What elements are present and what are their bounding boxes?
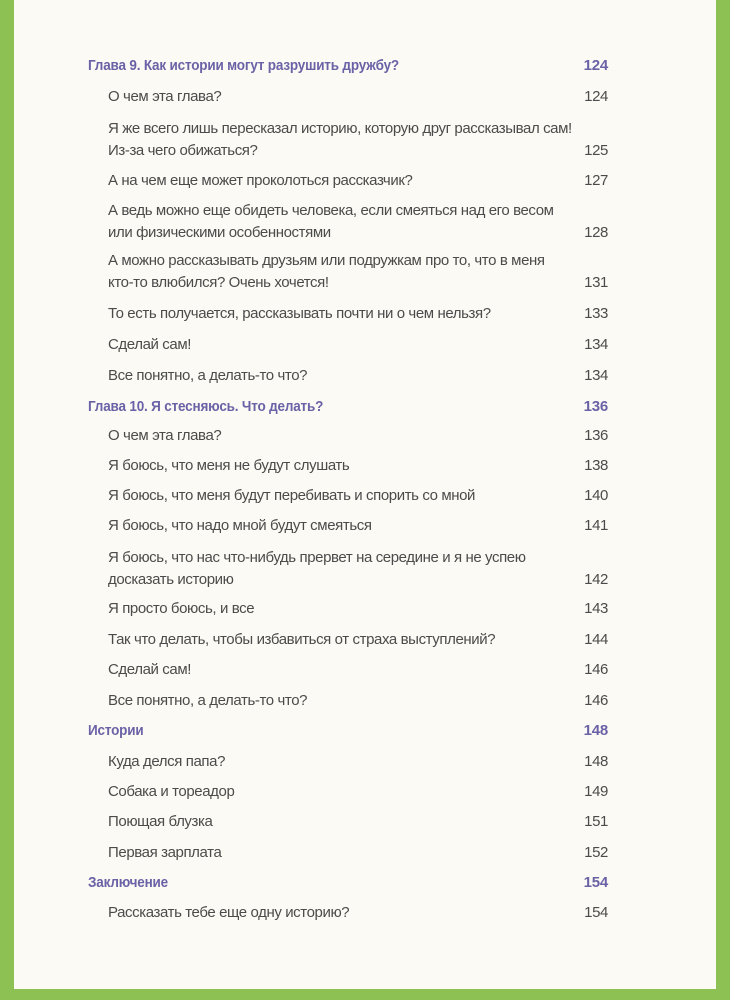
- toc-title-line: Поющая блузка: [108, 813, 213, 830]
- toc-title-line: Я просто боюсь, и все: [108, 600, 255, 617]
- toc-title-line: Все понятно, а делать-то что?: [108, 367, 308, 384]
- toc-title-line: или физическими особенностями: [108, 224, 331, 241]
- toc-title-line: А ведь можно еще обидеть человека, если смеяться над его весом: [108, 202, 554, 219]
- toc-page-number: 142: [584, 571, 608, 588]
- toc-page-number: 136: [583, 398, 608, 415]
- toc-title-line: Глава 10. Я стесняюсь. Что делать?: [88, 398, 324, 415]
- toc-title-line: досказать историю: [108, 571, 234, 588]
- toc-page-number: 148: [584, 753, 608, 770]
- toc-title-line: А на чем еще может проколоться рассказчик?: [108, 172, 413, 189]
- toc-title-line: Сделай сам!: [108, 336, 191, 353]
- toc-page-number: 149: [584, 783, 608, 800]
- toc-title-line: Собака и тореадор: [108, 783, 235, 800]
- toc-page-number: 127: [584, 172, 608, 189]
- toc-page-number: 154: [584, 904, 608, 921]
- toc-title-line: Я боюсь, что меня будут перебивать и спорить со мной: [108, 487, 476, 504]
- toc-title-line: Истории: [88, 722, 144, 739]
- toc-page-number: 125: [584, 142, 608, 159]
- toc-page-number: 124: [584, 88, 608, 105]
- toc-title-line: кто-то влюбился? Очень хочется!: [108, 274, 329, 291]
- toc-title-line: Я боюсь, что нас что-нибудь прервет на середине и я не успею: [108, 549, 526, 566]
- toc-page-number: 151: [584, 813, 608, 830]
- toc-page-number: 148: [583, 722, 608, 739]
- toc-title-line: Сделай сам!: [108, 661, 191, 678]
- book-page: [14, 0, 716, 989]
- toc-title-line: Я же всего лишь пересказал историю, которую друг рассказывал сам!: [108, 120, 572, 137]
- toc-title-line: А можно рассказывать друзьям или подружкам про то, что в меня: [108, 252, 545, 269]
- toc-page-number: 136: [584, 427, 608, 444]
- toc-title-line: О чем эта глава?: [108, 88, 222, 105]
- toc-page-number: 144: [584, 631, 608, 648]
- toc-title-line: Глава 9. Как истории могут разрушить дружбу?: [88, 57, 399, 74]
- toc-page-number: 141: [584, 517, 608, 534]
- toc-page-number: 143: [584, 600, 608, 617]
- toc-title-line: О чем эта глава?: [108, 427, 222, 444]
- toc-page-number: 133: [584, 305, 608, 322]
- toc-page-number: 140: [584, 487, 608, 504]
- toc-title-line: Так что делать, чтобы избавиться от страха выступлений?: [108, 631, 496, 648]
- toc-title-line: Куда делся папа?: [108, 753, 226, 770]
- toc-title-line: Первая зарплата: [108, 844, 222, 861]
- toc-page-number: 134: [584, 367, 608, 384]
- toc-title-line: Все понятно, а делать-то что?: [108, 692, 308, 709]
- toc-page-number: 152: [584, 844, 608, 861]
- toc-title-line: Я боюсь, что надо мной будут смеяться: [108, 517, 372, 534]
- toc-page-number: 146: [584, 692, 608, 709]
- toc-title-line: Я боюсь, что меня не будут слушать: [108, 457, 350, 474]
- toc-title-line: То есть получается, рассказывать почти ни о чем нельзя?: [108, 305, 491, 322]
- toc-page-number: 128: [584, 224, 608, 241]
- toc-page-number: 134: [584, 336, 608, 353]
- toc-page-number: 131: [584, 274, 608, 291]
- toc-page-number: 146: [584, 661, 608, 678]
- toc-title-line: Заключение: [88, 874, 168, 891]
- toc-page-number: 154: [583, 874, 608, 891]
- toc-page-number: 124: [583, 57, 608, 74]
- toc-page-number: 138: [584, 457, 608, 474]
- toc-title-line: Из-за чего обижаться?: [108, 142, 258, 159]
- toc-title-line: Рассказать тебе еще одну историю?: [108, 904, 350, 921]
